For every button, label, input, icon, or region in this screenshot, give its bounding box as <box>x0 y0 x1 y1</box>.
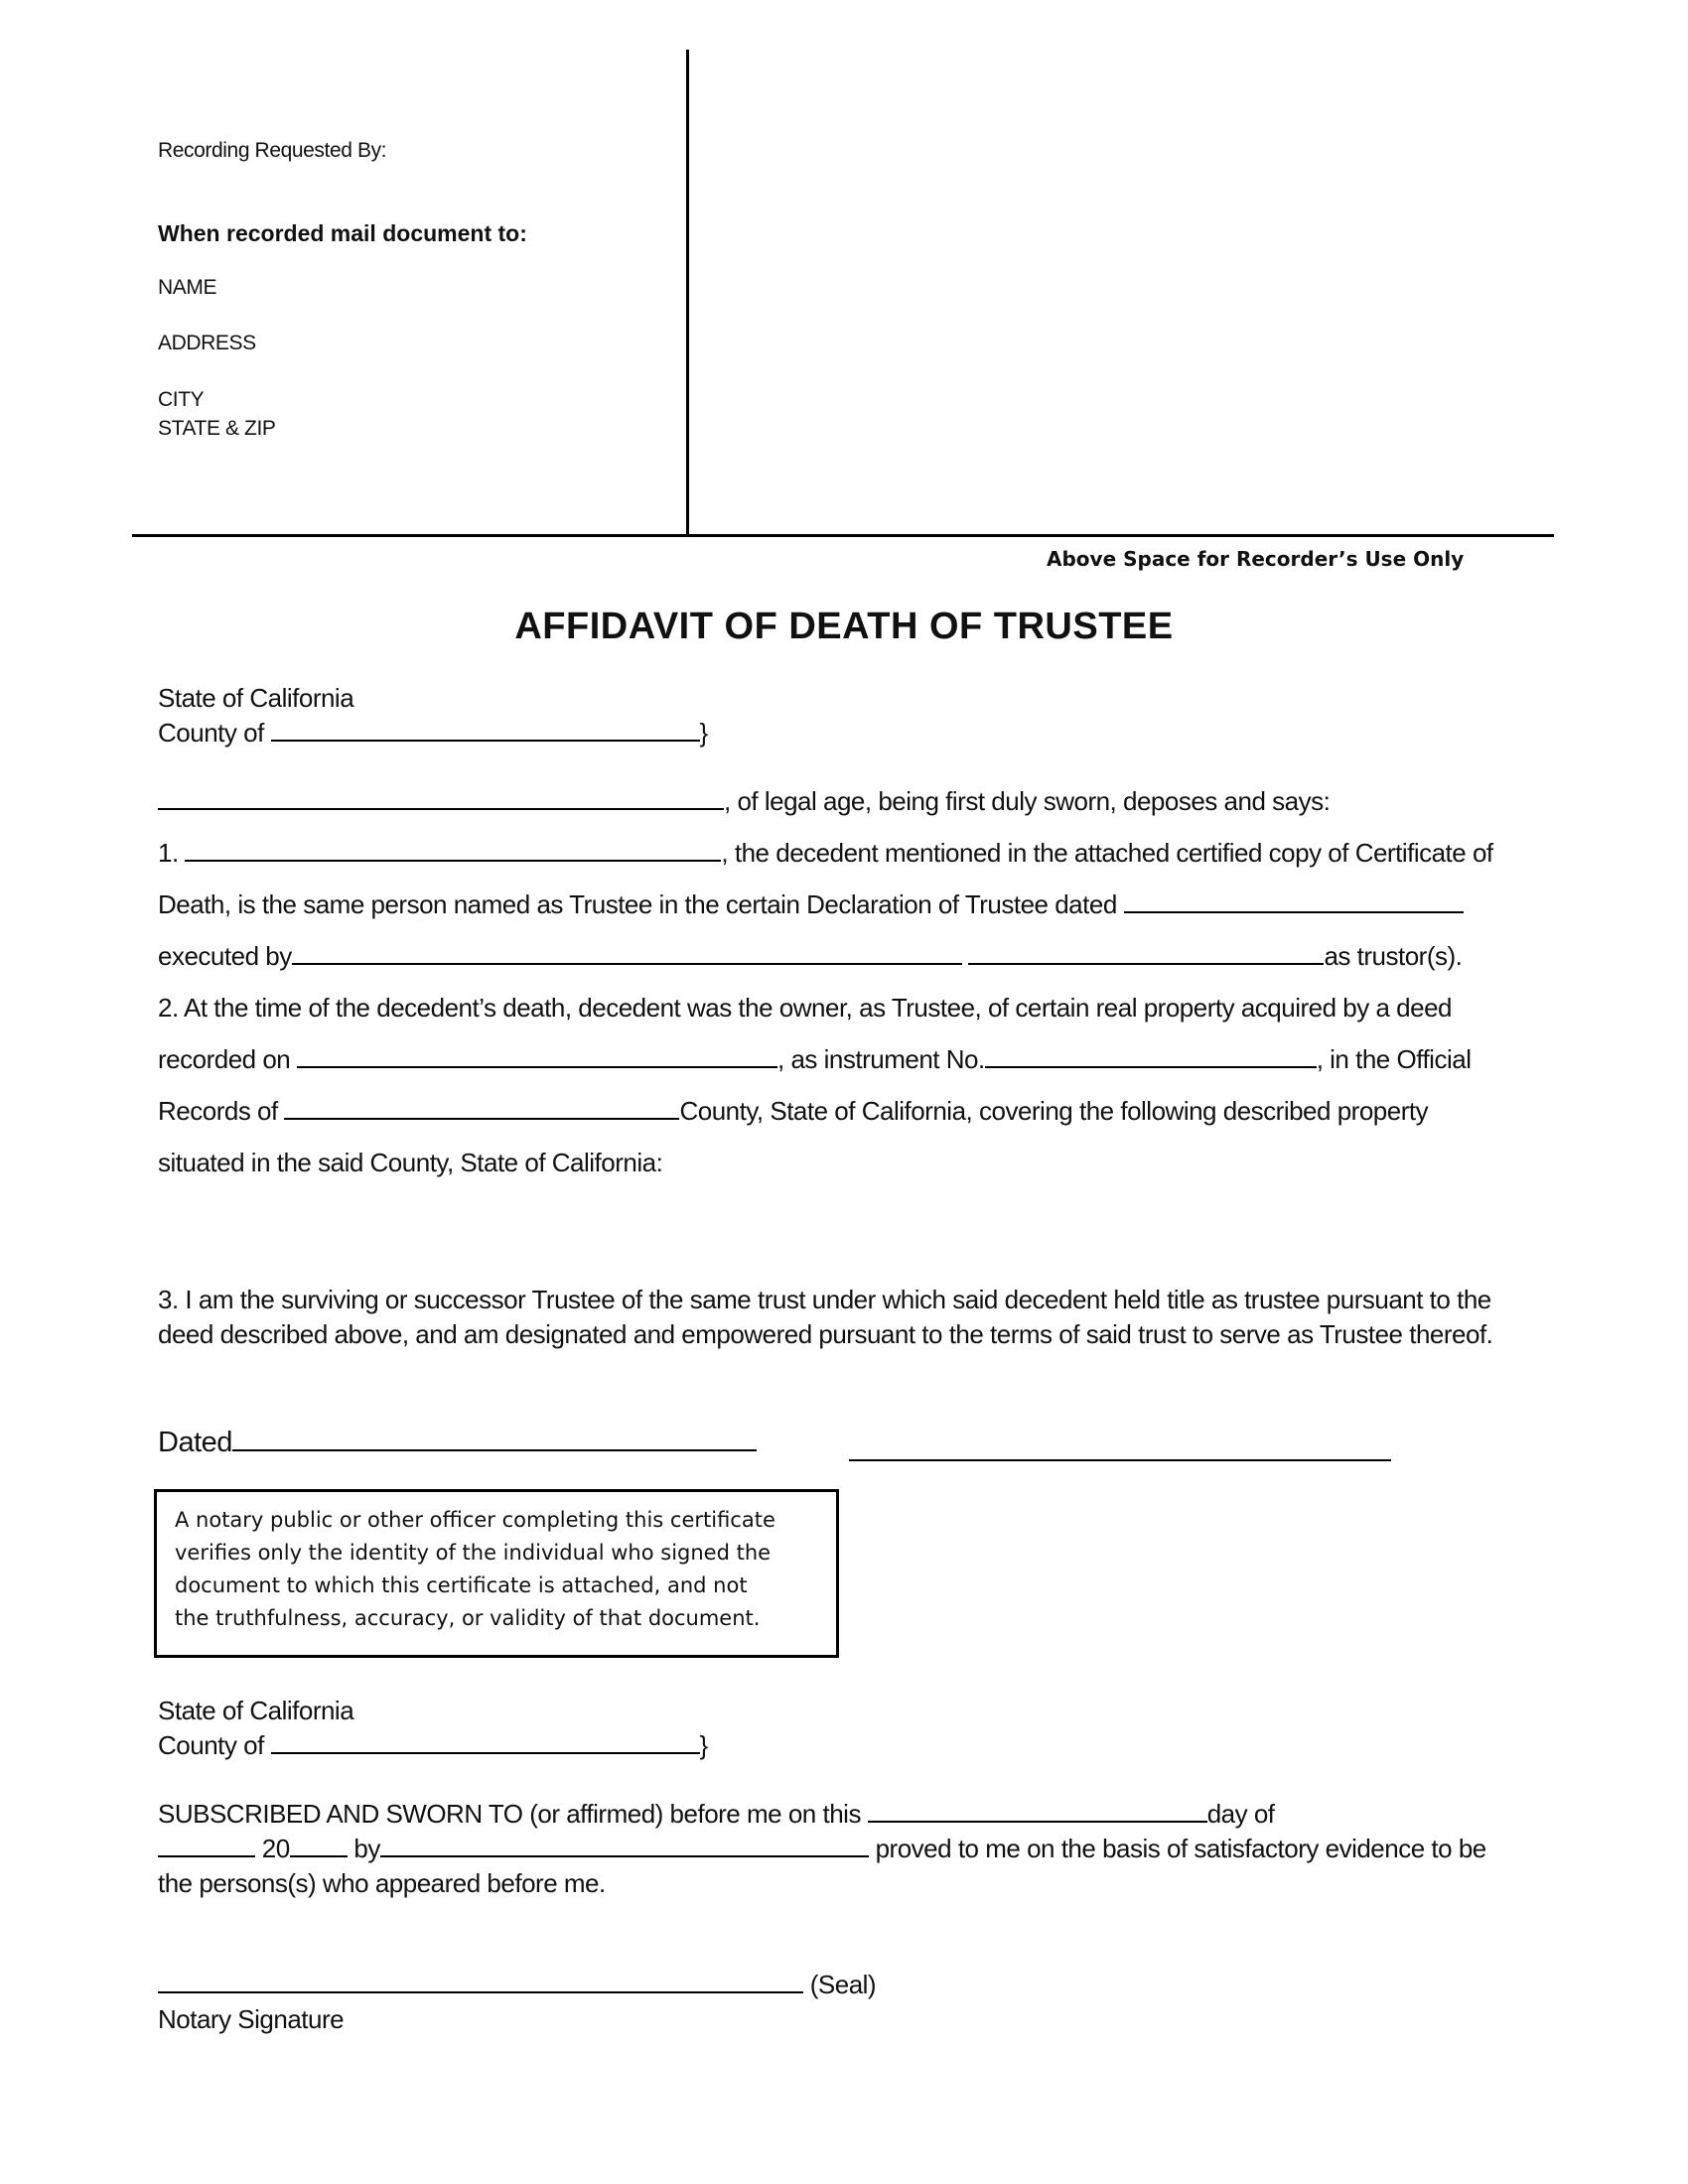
jurat-by-blank[interactable] <box>380 1836 869 1857</box>
venue-2-county <box>158 1730 708 1761</box>
notary-signature-line <box>158 1970 876 2000</box>
instrument-no-blank[interactable] <box>985 1046 1317 1068</box>
venue-state: State of California <box>158 683 354 713</box>
affiant-line-text: , of legal age, being first duly sworn, deposes and says: <box>724 786 1331 816</box>
dated-line <box>158 1427 757 1459</box>
affiant-name-blank[interactable] <box>158 788 724 810</box>
records-county-text: County, State of California, covering the following described property <box>679 1096 1429 1126</box>
jurat-line-2 <box>158 1834 1486 1864</box>
dated-blank[interactable] <box>232 1430 757 1451</box>
county-label: County of <box>158 718 264 748</box>
jurat-line-1 <box>158 1799 1275 1830</box>
recorder-horizontal-divider <box>132 534 1554 537</box>
paragraph-2-line-3 <box>158 1096 1428 1127</box>
mail-to-label: When recorded mail document to: <box>158 220 527 246</box>
instrument-no-label: , as instrument No. <box>777 1044 985 1074</box>
affiant-line <box>158 786 1330 817</box>
county-blank[interactable] <box>271 720 700 742</box>
county-2-blank[interactable] <box>271 1732 700 1754</box>
paragraph-3-line-2: deed described above, and am designated and empowered pursuant to the terms of said trust to serve as Trustee thereof. <box>158 1319 1493 1349</box>
notary-signature-blank[interactable] <box>158 1972 803 1993</box>
venue-2-state: State of California <box>158 1696 354 1725</box>
city-label: CITY <box>158 388 205 411</box>
jurat-proved-text: proved to me on the basis of satisfactory evidence to be <box>875 1834 1486 1863</box>
jurat-by-label: by <box>353 1834 380 1863</box>
trustor-blank-1[interactable] <box>292 943 962 965</box>
paragraph-2-line-2 <box>158 1044 1471 1075</box>
paragraph-1-text-a: , the decedent mentioned in the attached certified copy of Certificate of <box>721 838 1493 868</box>
paragraph-2-line-4: situated in the said County, State of California: <box>158 1148 663 1177</box>
declaration-date-blank[interactable] <box>1124 891 1464 913</box>
document-title: AFFIDAVIT OF DEATH OF TRUSTEE <box>514 606 1174 647</box>
county-brace: } <box>699 718 708 748</box>
decedent-name-blank[interactable] <box>185 840 721 862</box>
notary-notice-box <box>154 1489 839 1658</box>
recorder-use-note: Above Space for Recorder’s Use Only <box>1047 547 1465 571</box>
executed-by-label: executed by <box>158 941 292 971</box>
records-county-blank[interactable] <box>284 1098 679 1120</box>
recorded-on-label: recorded on <box>158 1044 291 1074</box>
recorded-on-blank[interactable] <box>297 1046 777 1068</box>
jurat-day-blank[interactable] <box>868 1801 1207 1823</box>
as-trustors-label: as trustor(s). <box>1324 941 1463 971</box>
affiant-signature-line[interactable] <box>849 1459 1391 1461</box>
official-label: , in the Official <box>1316 1044 1472 1074</box>
paragraph-2-line-1: 2. At the time of the decedent’s death, decedent was the owner, as Trustee, of certain real property acquired by a deed <box>158 993 1452 1023</box>
county-2-label: County of <box>158 1730 264 1760</box>
paragraph-1-text-b: Death, is the same person named as Trustee in the certain Declaration of Trustee dated <box>158 889 1117 919</box>
records-of-label: Records of <box>158 1096 278 1126</box>
address-label: ADDRESS <box>158 332 256 354</box>
trustor-blank-2[interactable] <box>968 943 1324 965</box>
notary-signature-label: Notary Signature <box>158 2004 345 2034</box>
notary-notice-line: the truthfulness, accuracy, or validity of that document. <box>175 1606 761 1630</box>
notary-notice-line: verifies only the identity of the individual who signed the <box>175 1541 772 1565</box>
paragraph-1-line-3 <box>158 941 1462 972</box>
paragraph-1-line-1 <box>158 838 1493 869</box>
notary-notice-line: document to which this certificate is attached, and not <box>175 1573 748 1597</box>
seal-label: (Seal) <box>809 1970 877 1999</box>
venue-county <box>158 718 708 749</box>
jurat-day-of: day of <box>1206 1799 1275 1829</box>
paragraph-1-number: 1. <box>158 838 179 868</box>
dated-label: Dated <box>158 1427 232 1458</box>
recording-requested-by-label: Recording Requested By: <box>158 139 387 162</box>
jurat-line-3: the persons(s) who appeared before me. <box>158 1868 606 1898</box>
notary-notice-line: A notary public or other officer completing this certificate <box>175 1508 775 1532</box>
jurat-year-prefix: 20 <box>261 1834 290 1863</box>
jurat-month-blank[interactable] <box>158 1836 255 1857</box>
county-2-brace: } <box>699 1730 708 1760</box>
name-label: NAME <box>158 276 217 299</box>
jurat-year-blank[interactable] <box>290 1836 348 1857</box>
state-zip-label: STATE & ZIP <box>158 417 276 440</box>
paragraph-3-line-1: 3. I am the surviving or successor Trustee of the same trust under which said decedent held title as trustee pursuant to the <box>158 1285 1491 1314</box>
recorder-vertical-divider <box>686 50 689 536</box>
jurat-subscribed-text: SUBSCRIBED AND SWORN TO (or affirmed) before me on this <box>158 1799 861 1829</box>
paragraph-1-line-2 <box>158 889 1464 920</box>
